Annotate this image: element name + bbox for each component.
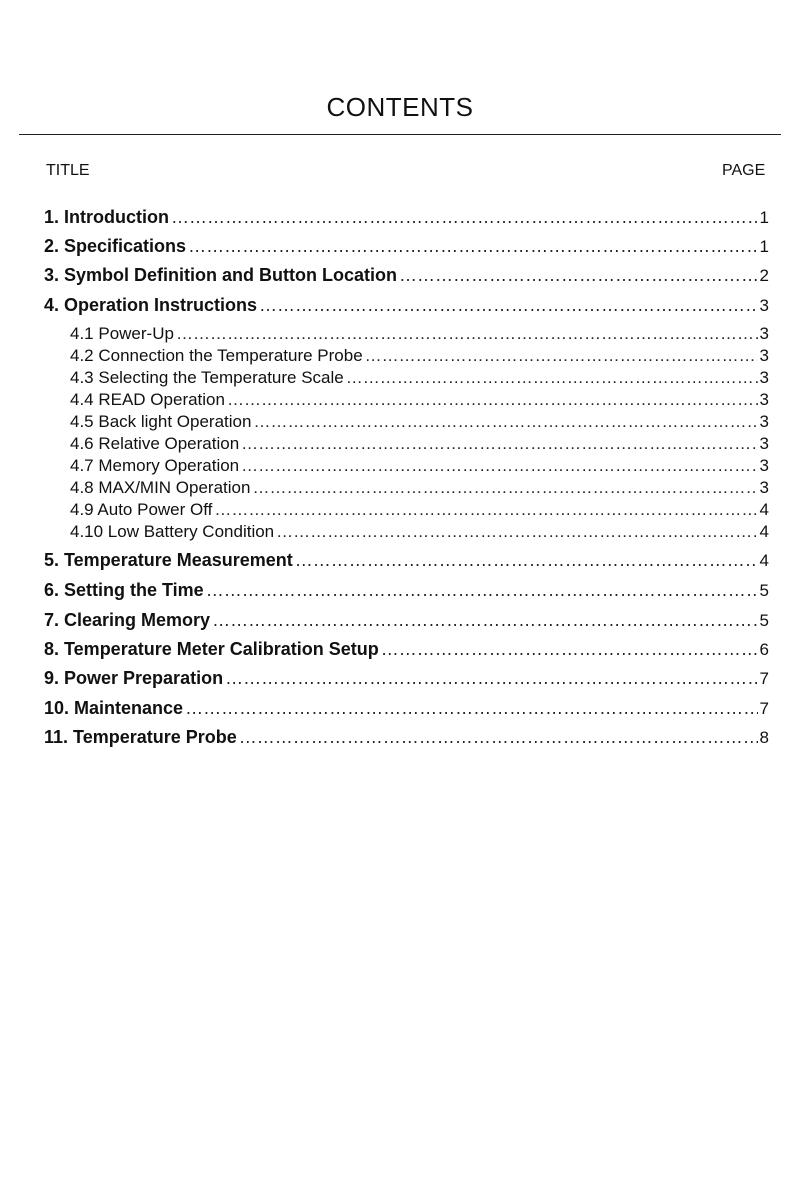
dot-leader xyxy=(346,368,758,388)
toc-entry-specifications[interactable] xyxy=(44,236,769,260)
toc-entry-power-up[interactable] xyxy=(70,324,769,346)
toc-entry-memory-operation[interactable] xyxy=(70,456,769,478)
column-header-page: PAGE xyxy=(722,162,766,179)
toc-page-number: 4 xyxy=(759,500,769,519)
dot-leader xyxy=(225,668,757,689)
dot-leader xyxy=(252,478,757,498)
dot-leader xyxy=(206,580,758,601)
toc-page-number: 3 xyxy=(759,478,769,497)
dot-leader xyxy=(253,412,757,432)
toc-label: 4.8 MAX/MIN Operation xyxy=(70,478,251,497)
toc-label: 4.6 Relative Operation xyxy=(70,434,240,453)
dot-leader xyxy=(381,639,758,660)
toc-page-number: 5 xyxy=(759,581,769,600)
toc-entry-temperature-scale[interactable] xyxy=(70,368,769,390)
toc-entry-temperature-measurement[interactable] xyxy=(44,550,769,574)
toc-label: 4.7 Memory Operation xyxy=(70,456,240,475)
toc-entry-operation-instructions[interactable] xyxy=(44,295,769,319)
toc-entry-auto-power-off[interactable] xyxy=(70,500,769,522)
toc-entry-low-battery[interactable] xyxy=(70,522,769,544)
toc-page-number: 3 xyxy=(759,346,769,365)
toc-page-number: 3 xyxy=(759,324,769,343)
toc-page-number: 1 xyxy=(759,208,769,227)
dot-leader xyxy=(214,500,757,520)
toc-entry-power-preparation[interactable] xyxy=(44,668,769,692)
dot-leader xyxy=(188,236,757,257)
toc-page-number: 3 xyxy=(759,296,769,315)
toc-page-number: 2 xyxy=(759,266,769,285)
toc-page-number: 7 xyxy=(759,669,769,688)
toc-entry-temperature-probe[interactable] xyxy=(44,727,769,751)
toc-entry-relative-operation[interactable] xyxy=(70,434,769,456)
toc-entry-connection-probe[interactable] xyxy=(70,346,769,368)
toc-page-number: 3 xyxy=(759,368,769,387)
dot-leader xyxy=(239,727,758,748)
toc-label: 4.1 Power-Up xyxy=(70,324,174,343)
toc-label: 1. Introduction xyxy=(44,207,169,227)
toc-label: 9. Power Preparation xyxy=(44,668,224,688)
dot-leader xyxy=(259,295,758,316)
toc-label: 8. Temperature Meter Calibration Setup xyxy=(44,639,379,659)
toc-label: 4.10 Low Battery Condition xyxy=(70,522,275,541)
toc-page-number: 1 xyxy=(759,237,769,256)
dot-leader xyxy=(241,434,757,454)
dot-leader xyxy=(212,610,757,631)
toc-entry-back-light[interactable] xyxy=(70,412,769,434)
toc-page-number: 6 xyxy=(759,640,769,659)
toc-label: 6. Setting the Time xyxy=(44,580,204,600)
toc-entry-max-min-operation[interactable] xyxy=(70,478,769,500)
toc-label: 4.4 READ Operation xyxy=(70,390,225,409)
dot-leader xyxy=(241,456,757,476)
toc-page-number: 4 xyxy=(759,551,769,570)
toc-label: 4.5 Back light Operation xyxy=(70,412,252,431)
dot-leader xyxy=(276,522,757,542)
toc-entry-calibration-setup[interactable] xyxy=(44,639,769,663)
toc-page-number: 3 xyxy=(759,390,769,409)
toc-label: 7. Clearing Memory xyxy=(44,610,211,630)
dot-leader xyxy=(365,346,758,366)
toc-page-number: 4 xyxy=(759,522,769,541)
toc-entry-maintenance[interactable] xyxy=(44,698,769,722)
toc-page-number: 3 xyxy=(759,434,769,453)
dot-leader xyxy=(185,698,757,719)
toc-label: 4. Operation Instructions xyxy=(44,295,258,315)
dot-leader xyxy=(176,324,758,344)
toc-entry-clearing-memory[interactable] xyxy=(44,610,769,634)
dot-leader xyxy=(227,390,758,410)
toc-label: 11. Temperature Probe xyxy=(44,727,237,747)
toc-entry-setting-time[interactable] xyxy=(44,580,769,604)
toc-page-number: 7 xyxy=(759,699,769,718)
title-divider xyxy=(19,134,781,135)
toc-page-number: 3 xyxy=(759,412,769,431)
dot-leader xyxy=(171,207,758,228)
dot-leader xyxy=(295,550,758,571)
toc-label: 2. Specifications xyxy=(44,236,187,256)
toc-label: 10. Maintenance xyxy=(44,698,184,718)
page-title: CONTENTS xyxy=(326,92,474,122)
toc-entry-introduction[interactable] xyxy=(44,207,769,231)
toc-label: 4.2 Connection the Temperature Probe xyxy=(70,346,363,365)
toc-entry-read-operation[interactable] xyxy=(70,390,769,412)
toc-page-number: 5 xyxy=(759,611,769,630)
toc-label: 5. Temperature Measurement xyxy=(44,550,293,570)
toc-label: 4.3 Selecting the Temperature Scale xyxy=(70,368,344,387)
column-header-title: TITLE xyxy=(46,162,90,179)
toc-label: 3. Symbol Definition and Button Location xyxy=(44,265,397,285)
toc-page-number: 3 xyxy=(759,456,769,475)
toc-entry-symbol-definition[interactable] xyxy=(44,265,769,289)
dot-leader xyxy=(399,265,758,286)
toc-page-number: 8 xyxy=(759,728,769,747)
toc-label: 4.9 Auto Power Off xyxy=(70,500,213,519)
